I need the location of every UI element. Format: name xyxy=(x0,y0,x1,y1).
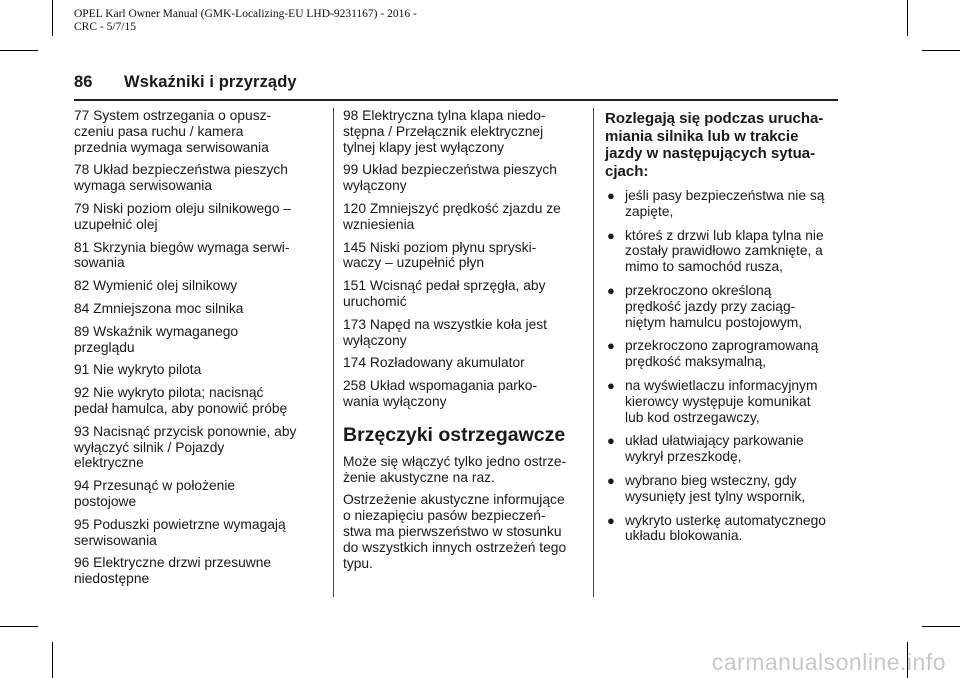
bullet-icon: ● xyxy=(607,433,615,449)
warning-item xyxy=(74,424,324,471)
text-line: tylnej klapy jest wyłączony xyxy=(343,139,505,155)
text-line: 93 Nacisnąć przycisk ponownie, aby xyxy=(74,423,297,439)
warning-item xyxy=(74,478,324,510)
warning-item xyxy=(343,108,583,155)
text-line: 151 Wcisnąć pedał sprzęgła, aby xyxy=(343,278,546,294)
text-line: do wszystkich innych ostrzeżeń tego xyxy=(343,539,567,555)
bullet-item xyxy=(605,338,845,370)
column-left xyxy=(74,108,324,594)
text-line: 120 Zmniejszyć prędkość zjazdu ze xyxy=(343,200,561,216)
warning-item xyxy=(343,378,583,410)
crop-mark xyxy=(0,626,38,627)
warning-item xyxy=(74,301,324,317)
section-title: Brzęczyki ostrzegawcze xyxy=(343,423,566,446)
warning-item xyxy=(343,278,583,310)
text-line: wybrano bieg wsteczny, gdy xyxy=(625,472,797,488)
text-line: przednia wymaga serwisowania xyxy=(74,139,269,155)
crop-mark xyxy=(922,50,960,51)
text-line: układu blokowania. xyxy=(625,528,743,544)
text-line: miania silnika lub w trakcie xyxy=(605,127,799,145)
text-line: waczy – uzupełnić płyn xyxy=(343,255,485,271)
text-line: 82 Wymienić olej silnikowy xyxy=(74,278,238,294)
warning-item xyxy=(343,201,583,233)
bullet-item xyxy=(605,513,845,545)
text-line: 77 System ostrzegania o opusz- xyxy=(74,108,272,123)
text-line: wykryto usterkę automatycznego xyxy=(625,512,826,528)
bullet-icon: ● xyxy=(607,338,615,354)
text-line: przeglądu xyxy=(74,339,135,355)
text-line: wyłączony xyxy=(343,332,407,348)
bullet-icon: ● xyxy=(607,512,615,528)
subsection-title xyxy=(605,110,845,180)
text-line: o niezapięciu pasów bezpieczeń- xyxy=(343,508,546,524)
bullet-item xyxy=(605,283,845,330)
text-line: zapięte, xyxy=(625,203,674,219)
paragraph xyxy=(343,492,583,571)
text-line: wykrył przeszkodę, xyxy=(625,449,742,465)
text-line: 84 Zmniejszona moc silnika xyxy=(74,300,244,316)
warning-item xyxy=(74,324,324,356)
warning-item xyxy=(74,201,324,233)
text-line: 95 Poduszki powietrzne wymagają xyxy=(74,516,286,532)
text-line: Ostrzeżenie akustyczne informujące xyxy=(343,492,565,508)
warning-item xyxy=(74,555,324,587)
text-line: uzupełnić olej xyxy=(74,216,158,232)
column-divider xyxy=(333,108,334,597)
text-line: prędkość maksymalną, xyxy=(625,354,767,370)
page-heading xyxy=(74,73,838,92)
bullet-list xyxy=(605,188,845,544)
crop-mark xyxy=(52,0,53,36)
text-line: 81 Skrzynia biegów wymaga serwi- xyxy=(74,239,290,255)
text-line: wyłączyć silnik / Pojazdy xyxy=(74,439,225,455)
print-header-line: OPEL Karl Owner Manual (GMK-Localizing-EU LHD-9231167) - 2016 - xyxy=(74,8,417,20)
bullet-item xyxy=(605,228,845,275)
paragraph xyxy=(343,454,583,486)
column-middle xyxy=(343,108,583,578)
text-line: sowania xyxy=(74,255,125,271)
text-line: stwa ma pierwszeństwo w stosunku xyxy=(343,523,562,539)
text-line: niętym hamulcu postojowym, xyxy=(625,314,803,330)
text-line: Może się włączyć tylko jedno ostrze- xyxy=(343,453,567,469)
text-line: wymaga serwisowania xyxy=(74,178,213,194)
crop-mark xyxy=(52,642,53,678)
text-line: niedostępne xyxy=(74,571,150,587)
bullet-icon: ● xyxy=(607,472,615,488)
page-title: Wskaźniki i przyrządy xyxy=(124,73,297,91)
warning-item xyxy=(74,385,324,417)
text-line: kierowcy występuje komunikat xyxy=(625,393,811,409)
bullet-item xyxy=(605,378,845,425)
text-line: przekroczono określoną xyxy=(625,282,772,298)
text-line: prędkość jazdy przy zaciąg- xyxy=(625,298,796,314)
text-line: pedał hamulca, aby ponowić próbę xyxy=(74,400,288,416)
text-line: 258 Układ wspomagania parko- xyxy=(343,378,538,394)
warning-item xyxy=(74,517,324,549)
heading-rule xyxy=(74,99,838,101)
text-line: 98 Elektryczna tylna klapa niedo- xyxy=(343,108,546,123)
warning-item xyxy=(74,278,324,294)
text-line: na wyświetlaczu informacyjnym xyxy=(625,377,818,393)
print-header-line: CRC - 5/7/15 xyxy=(74,21,136,33)
text-line: elektryczne xyxy=(74,455,144,471)
text-line: Rozlegają się podczas urucha- xyxy=(605,110,824,127)
watermark: carmanualsonline.info xyxy=(711,649,946,675)
bullet-icon: ● xyxy=(607,227,615,243)
text-line: czeniu pasa ruchu / kamera xyxy=(74,123,244,139)
text-line: któreś z drzwi lub klapa tylna nie xyxy=(625,227,824,243)
bullet-item xyxy=(605,473,845,505)
text-line: postojowe xyxy=(74,493,137,509)
text-line: wania wyłączony xyxy=(343,393,447,409)
text-line: cjach: xyxy=(605,162,649,180)
text-line: typu. xyxy=(343,555,373,571)
text-line: jeśli pasy bezpieczeństwa nie są xyxy=(625,188,825,203)
text-line: 173 Napęd na wszystkie koła jest xyxy=(343,316,547,332)
bullet-item xyxy=(605,433,845,465)
text-line: 92 Nie wykryto pilota; nacisnąć xyxy=(74,385,264,401)
text-line: uruchomić xyxy=(343,293,407,309)
column-divider xyxy=(593,108,594,597)
warning-item xyxy=(74,362,324,378)
text-line: wzniesienia xyxy=(343,216,415,232)
text-line: wyłączony xyxy=(343,178,407,194)
text-line: 96 Elektryczne drzwi przesuwne xyxy=(74,555,272,571)
bullet-icon: ● xyxy=(607,282,615,298)
text-line: zostały prawidłowo zamknięte, a xyxy=(625,243,823,259)
text-line: serwisowania xyxy=(74,532,157,548)
bullet-icon: ● xyxy=(607,188,615,203)
text-line: przekroczono zaprogramowaną xyxy=(625,338,819,354)
text-line: lub kod ostrzegawczy, xyxy=(625,409,760,425)
warning-item xyxy=(343,355,583,371)
column-right xyxy=(605,108,845,552)
bullet-icon: ● xyxy=(607,377,615,393)
text-line: żenie akustyczne na raz. xyxy=(343,469,495,485)
text-line: 94 Przesunąć w położenie xyxy=(74,478,236,494)
text-line: stępna / Przełącznik elektrycznej xyxy=(343,123,544,139)
text-line: jazdy w następujących sytua- xyxy=(605,145,816,162)
warning-item xyxy=(74,108,324,155)
text-line: 99 Układ bezpieczeństwa pieszych xyxy=(343,162,557,178)
crop-mark xyxy=(0,50,38,51)
warning-item xyxy=(74,240,324,272)
print-header xyxy=(74,8,417,34)
warning-item xyxy=(343,317,583,349)
text-line: 78 Układ bezpieczeństwa pieszych xyxy=(74,162,288,178)
warning-item xyxy=(343,162,583,194)
crop-mark xyxy=(907,0,908,36)
text-line: 174 Rozładowany akumulator xyxy=(343,355,525,371)
text-line: wysunięty jest tylny wspornik, xyxy=(625,488,806,504)
text-line: układ ułatwiający parkowanie xyxy=(625,433,804,449)
warning-list-continued xyxy=(343,108,583,410)
warning-item xyxy=(74,162,324,194)
text-line: 145 Niski poziom płynu spryski- xyxy=(343,239,537,255)
text-line: 79 Niski poziom oleju silnikowego – xyxy=(74,200,292,216)
warning-item xyxy=(343,240,583,272)
text-line: 91 Nie wykryto pilota xyxy=(74,362,202,378)
page-number: 86 xyxy=(74,73,93,91)
crop-mark xyxy=(922,626,960,627)
text-line: 89 Wskaźnik wymaganego xyxy=(74,323,239,339)
bullet-item xyxy=(605,188,845,220)
text-line: mimo to samochód rusza, xyxy=(625,259,783,275)
